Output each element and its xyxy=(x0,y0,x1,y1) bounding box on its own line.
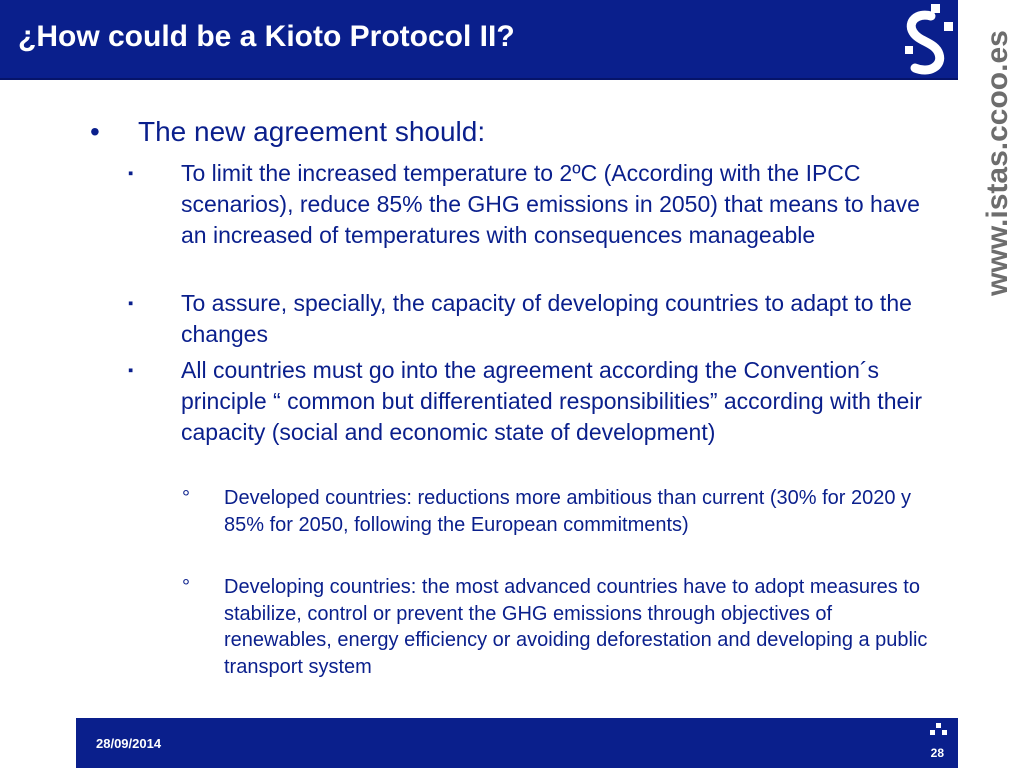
bullet-dot-icon: • xyxy=(90,116,100,147)
website-url-vertical xyxy=(972,8,1024,318)
footer-date: 28/09/2014 xyxy=(96,736,162,751)
bullet-item-text: To limit the increased temperature to 2ºC (According with the IPCC scenarios), reduce 85% the GHG emissions in 2050) that means to have an increased of temperatures with consequences manageable xyxy=(181,160,920,248)
square-bullet-icon: ▪ xyxy=(128,362,134,379)
website-url-text: www.istas.ccoo.es xyxy=(981,30,1015,296)
degree-bullet-icon: ° xyxy=(182,576,190,598)
istas-small-logo-icon xyxy=(914,722,948,748)
sub-bullet-text: Developed countries: reductions more ambitious than current (30% for 2020 y 85% for 2050, following the European commitments) xyxy=(224,487,912,536)
bullet-item-text: To assure, specially, the capacity of developing countries to adapt to the changes xyxy=(181,290,912,347)
slide-title: ¿How could be a Kioto Protocol II? xyxy=(18,20,515,53)
bullet-item-text: All countries must go into the agreement according the Convention´s principle “ common but differentiated responsibilities” according with their capacity (social and economic state of development) xyxy=(181,357,923,445)
slide-footer xyxy=(76,718,958,768)
intro-text: The new agreement should: xyxy=(138,116,486,147)
degree-bullet-icon: ° xyxy=(182,487,190,509)
square-bullet-icon: ▪ xyxy=(128,295,134,312)
square-bullet-icon: ▪ xyxy=(128,165,134,182)
sub-bullet-text: Developing countries: the most advanced countries have to adopt measures to stabilize, control or prevent the GHG emissions through objectives of renewables, energy efficiency or avoiding deforestation and developing a public transport system xyxy=(224,576,928,678)
page-number: 28 xyxy=(930,746,944,760)
